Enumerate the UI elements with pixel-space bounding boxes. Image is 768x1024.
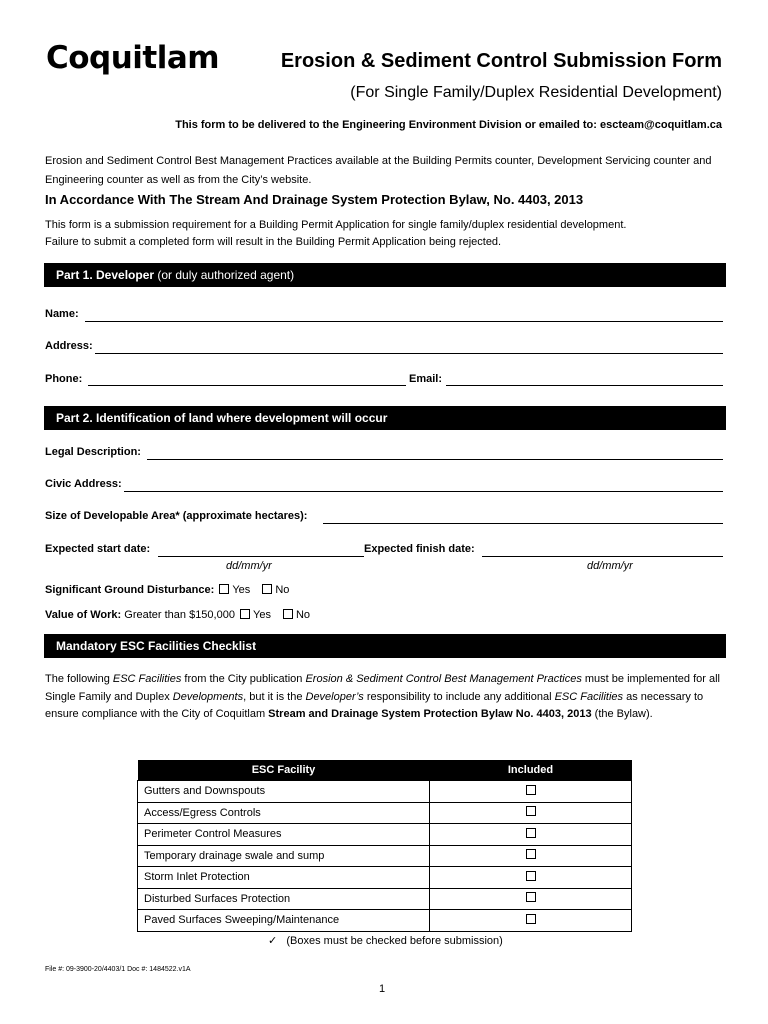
name-label: Name: <box>45 308 79 320</box>
facility-name: Disturbed Surfaces Protection <box>138 888 430 910</box>
included-checkbox[interactable] <box>526 914 536 924</box>
table-row <box>138 781 632 803</box>
facility-name: Temporary drainage swale and sump <box>138 845 430 867</box>
part1-heading <box>44 263 726 287</box>
address-label: Address: <box>45 340 93 352</box>
start-date-label: Expected start date: <box>45 543 151 555</box>
email-label: Email: <box>409 373 443 385</box>
facility-name: Perimeter Control Measures <box>138 824 430 846</box>
value-of-work-yes-checkbox[interactable] <box>240 609 250 619</box>
value-of-work-label: Value of Work: <box>45 609 122 621</box>
start-date-format-hint: dd/mm/yr <box>226 560 272 572</box>
facility-name: Paved Surfaces Sweeping/Maintenance <box>138 910 430 932</box>
requirement-line-2: Failure to submit a completed form will result in the Building Permit Application being rejected. <box>45 236 502 248</box>
bmp-availability-line-2: Engineering counter as well as from the City’s website. <box>45 174 312 186</box>
delivery-instructions: This form to be delivered to the Engineering Environment Division or emailed to: escteam@coquitlam.ca <box>175 119 722 131</box>
table-row <box>138 845 632 867</box>
checklist-heading <box>44 634 726 658</box>
page-number: 1 <box>379 983 386 995</box>
facility-name: Access/Egress Controls <box>138 802 430 824</box>
civic-address-field[interactable] <box>124 491 723 492</box>
table-row <box>138 888 632 910</box>
ground-disturbance-yes-label: Yes <box>232 584 251 596</box>
facility-column-header: ESC Facility <box>138 760 430 781</box>
civic-address-label: Civic Address: <box>45 478 122 490</box>
included-checkbox[interactable] <box>526 828 536 838</box>
developable-area-field[interactable] <box>323 523 723 524</box>
start-date-field[interactable] <box>158 556 364 557</box>
table-row <box>138 802 632 824</box>
included-checkbox[interactable] <box>526 892 536 902</box>
included-checkbox[interactable] <box>526 849 536 859</box>
finish-date-field[interactable] <box>482 556 723 557</box>
email-field[interactable] <box>446 385 723 386</box>
ground-disturbance-no-label: No <box>275 584 290 596</box>
part2-heading <box>44 406 726 430</box>
ground-disturbance-yes-checkbox[interactable] <box>219 584 229 594</box>
value-of-work-no-label: No <box>295 609 311 621</box>
coquitlam-logo: Coquitlam <box>46 40 220 76</box>
ground-disturbance-label: Significant Ground Disturbance: <box>45 584 215 596</box>
table-row <box>138 910 632 932</box>
checklist-note <box>268 934 503 947</box>
name-field[interactable] <box>85 321 723 322</box>
phone-label: Phone: <box>45 373 83 385</box>
included-checkbox[interactable] <box>526 785 536 795</box>
form-subtitle: (For Single Family/Duplex Residential Development) <box>350 84 722 101</box>
legal-description-field[interactable] <box>147 459 723 460</box>
requirement-line-1: This form is a submission requirement for a Building Permit Application for single family/duplex residential development. <box>45 219 627 231</box>
table-row <box>138 824 632 846</box>
checklist-heading-text: Mandatory ESC Facilities Checklist <box>56 639 257 653</box>
form-title: Erosion & Sediment Control Submission Form <box>280 50 722 72</box>
bmp-availability-line-1: Erosion and Sediment Control Best Management Practices available at the Building Permits counter, Development Servicing counter and <box>45 155 712 167</box>
finish-date-format-hint: dd/mm/yr <box>587 560 633 572</box>
included-checkbox[interactable] <box>526 806 536 816</box>
part1-heading-bold: Part 1. Developer <box>56 268 155 282</box>
address-field[interactable] <box>95 353 723 354</box>
value-of-work-yes-label: Yes <box>253 609 271 621</box>
checklist-note-text: (Boxes must be checked before submission) <box>286 935 503 947</box>
ground-disturbance-row <box>45 584 289 596</box>
facility-name: Gutters and Downspouts <box>138 781 430 803</box>
legal-description-label: Legal Description: <box>45 446 141 458</box>
part1-heading-rest: (or duly authorized agent) <box>154 268 295 282</box>
developable-area-label: Size of Developable Area* (approximate hectares): <box>45 510 308 522</box>
finish-date-label: Expected finish date: <box>364 543 475 555</box>
part2-heading-text: Part 2. Identification of land where development will occur <box>56 411 388 425</box>
check-mark-icon: ✓ <box>268 935 278 947</box>
facility-name: Storm Inlet Protection <box>138 867 430 889</box>
value-of-work-no-checkbox[interactable] <box>283 609 293 619</box>
esc-facilities-table <box>137 760 632 932</box>
phone-field[interactable] <box>88 385 406 386</box>
table-row <box>138 867 632 889</box>
included-column-header: Included <box>430 760 632 781</box>
value-of-work-text: Greater than $150,000 <box>121 609 235 621</box>
checklist-intro-paragraph: The following ESC Facilities from the City publication Erosion & Sediment Control Best Management Practices must be implemented for all Single Family and Duplex Developments, but it is the Developer’s responsibility to include any additional ESC Facilities as necessary to ensure compliance with the City of Coquitlam Stream and Drainage System Protection Bylaw No. 4403, 2013 (the Bylaw). <box>45 673 720 720</box>
included-checkbox[interactable] <box>526 871 536 881</box>
ground-disturbance-no-checkbox[interactable] <box>262 584 272 594</box>
bylaw-heading: In Accordance With The Stream And Drainage System Protection Bylaw, No. 4403, 2013 <box>45 192 584 207</box>
file-reference: File #: 09-3900-20/4403/1 Doc #: 1484522.v1A <box>45 966 191 973</box>
value-of-work-row <box>45 609 310 621</box>
